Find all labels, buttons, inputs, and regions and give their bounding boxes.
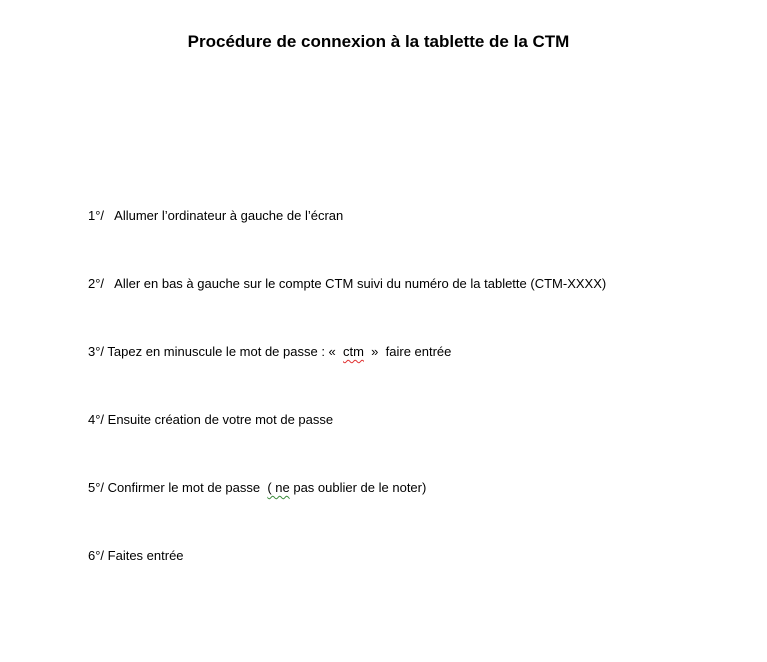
step-6: 6°/ Faites entrée bbox=[88, 548, 184, 563]
step-5-text-after: pas oublier de le noter) bbox=[289, 480, 427, 495]
step-2: 2°/ Aller en bas à gauche sur le compte CTM suivi du numéro de la tablette (CTM-XXXX) bbox=[88, 276, 607, 291]
step-1: 1°/ Allumer l’ordinateur à gauche de l’écran bbox=[88, 208, 344, 223]
step-4: 4°/ Ensuite création de votre mot de passe bbox=[88, 412, 334, 427]
step-3-password-word: ctm bbox=[343, 344, 364, 359]
step-5 bbox=[88, 480, 426, 496]
step-3-text-after: » faire entrée bbox=[363, 344, 452, 359]
step-3 bbox=[88, 344, 451, 360]
step-5-grammar-flag: ( ne bbox=[267, 480, 290, 495]
step-5-text-before: 5°/ Confirmer le mot de passe bbox=[88, 480, 268, 495]
step-3-text-before: 3°/ Tapez en minuscule le mot de passe : « bbox=[88, 344, 343, 359]
document-title: Procédure de connexion à la tablette de la CTM bbox=[187, 32, 570, 51]
